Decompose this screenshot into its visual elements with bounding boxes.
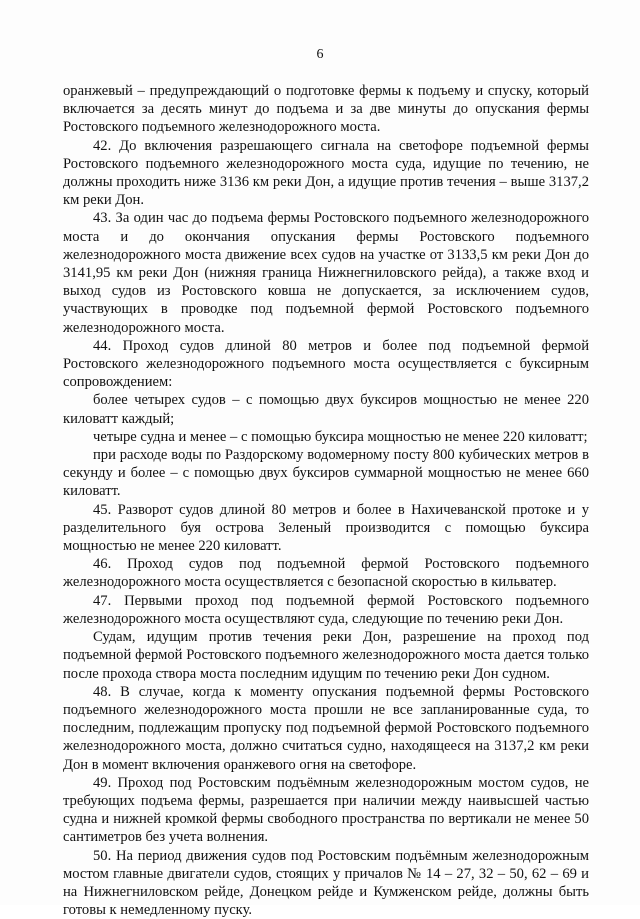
paragraph-47: 47. Первыми проход под подъемной фермой Ростовского подъемного железнодорожного моста осуществляют суда, следующие по течению реки Дон. bbox=[63, 592, 589, 627]
page-number: 6 bbox=[316, 47, 324, 62]
paragraph-50: 50. На период движения судов под Ростовским подъёмным железнодорожным мостом главные двигатели судов, стоящих у причалов № 14 – 27, 32 – 50, 62 – 69 и на Нижнегниловском рейде, Донецком рейде и Кумженском рейде, должны быть готовы к немедленному пуску. bbox=[63, 847, 589, 919]
paragraph-continuation: оранжевый – предупреждающий о подготовке фермы к подъему и спуску, который включается за десять минут до подъема и за две минуты до опускания фермы Ростовского подъемного железнодорожного моста. bbox=[63, 83, 589, 136]
paragraph-44-item-1: более четырех судов – с помощью двух буксиров мощностью не менее 220 киловатт каждый; bbox=[63, 392, 589, 427]
paragraph-44: 44. Проход судов длиной 80 метров и более под подъемной фермой Ростовского железнодорожного подъемного моста осуществляется с буксирным сопровождением: bbox=[63, 337, 589, 391]
paragraph-44-item-2: четыре судна и менее – с помощью буксира мощностью не менее 220 киловатт; bbox=[93, 428, 588, 445]
paragraph-45: 45. Разворот судов длиной 80 метров и более в Нахичеванской протоке и у разделительного буя острова Зеленый производится с помощью буксира мощностью не менее 220 киловатт. bbox=[63, 501, 589, 555]
paragraph-43: 43. За один час до подъема фермы Ростовского подъемного железнодорожного моста и до окончания опускания фермы Ростовского подъемного железнодорожного моста движение всех судов на участке от 3133,5 км реки Дон до 3141,95 км реки Дон (нижняя граница Нижнегниловского рейда), а также вход и выход судов из Ростовского ковша не допускается, за исключением судов, участвующих в проводке под подъемной фермой Ростовского подъемного железнодорожного моста. bbox=[63, 210, 589, 336]
paragraph-42: 42. До включения разрешающего сигнала на светофоре подъемной фермы Ростовского подъемного железнодорожного моста суда, идущие по течению, не должны проходить ниже 3136 км реки Дон, а идущие против течения – выше 3137,2 км реки Дон. bbox=[63, 137, 589, 209]
document-body bbox=[63, 82, 589, 919]
paragraph-47-cont: Судам, идущим против течения реки Дон, разрешение на проход под подъемной фермой Ростовского подъемного железнодорожного моста дается только после прохода створа моста последним идущим по течению реки Дон судном. bbox=[63, 629, 589, 682]
paragraph-48: 48. В случае, когда к моменту опускания подъемной фермы Ростовского подъемного железнодорожного моста прошли не все запланированные суда, то последним, подлежащим пропуску под подъемной фермой Ростовского подъемного железнодорожного моста, должно считаться судно, находящееся на 3137,2 км реки Дон в момент включения оранжевого огня на светофоре. bbox=[63, 683, 589, 773]
paragraph-44-item-3: при расходе воды по Раздорскому водомерному посту 800 кубических метров в секунду и более – с помощью двух буксиров суммарной мощностью не менее 660 киловатт. bbox=[63, 447, 589, 500]
paragraph-46: 46. Проход судов под подъемной фермой Ростовского подъемного железнодорожного моста осуществляется с безопасной скоростью в кильватер. bbox=[63, 556, 589, 591]
paragraph-49: 49. Проход под Ростовским подъёмным железнодорожным мостом судов, не требующих подъема фермы, разрешается при наличии между наивысшей частью судна и нижней кромкой фермы свободного пространства по вертикали не менее 50 сантиметров без учета волнения. bbox=[63, 774, 589, 846]
